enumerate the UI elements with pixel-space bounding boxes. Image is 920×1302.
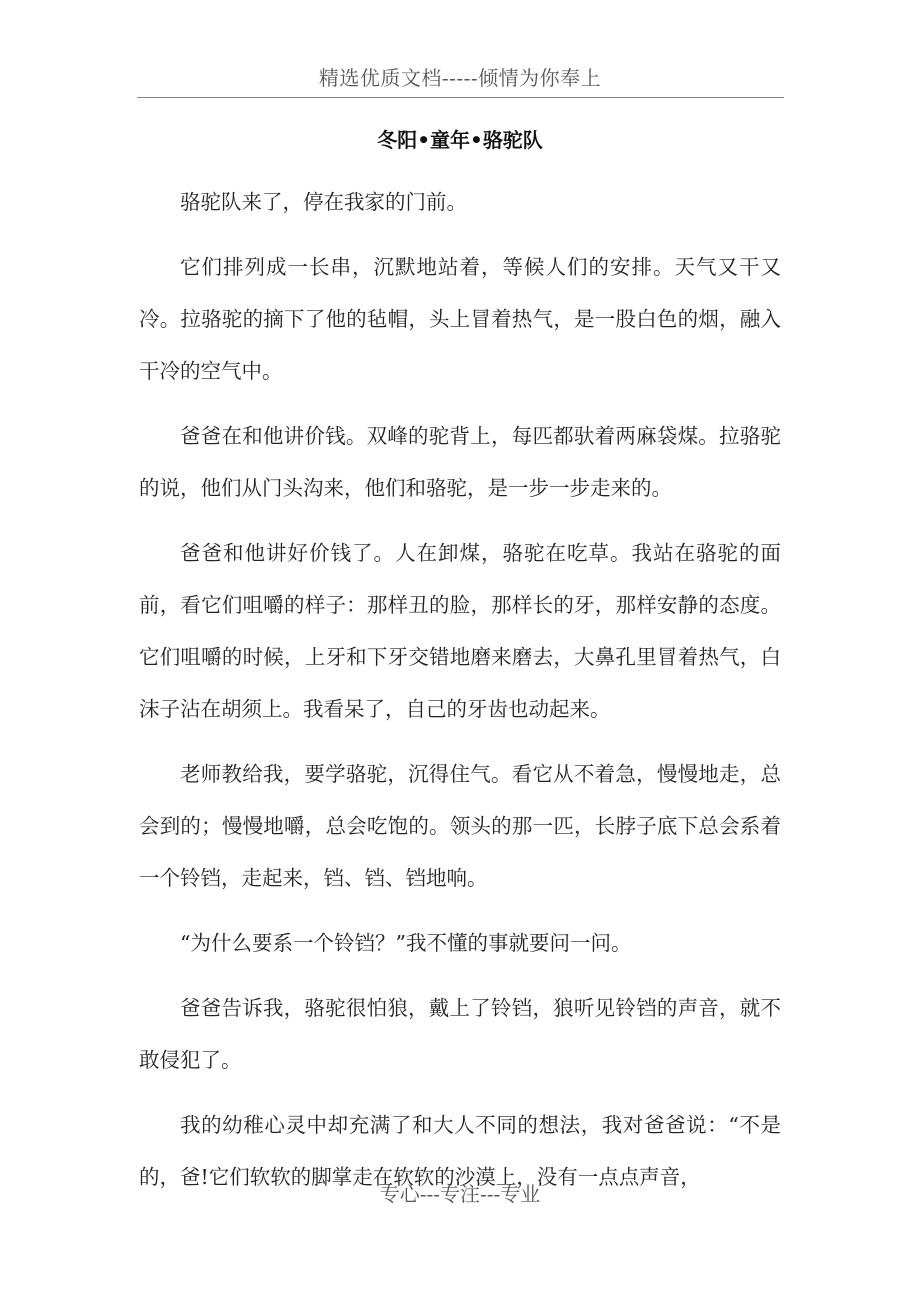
header-divider bbox=[137, 97, 784, 98]
article-title: 冬阳•童年•骆驼队 bbox=[377, 128, 543, 152]
page-header: 精选优质文档-----倾情为你奉上 bbox=[318, 66, 602, 90]
paragraph: 骆驼队来了，停在我家的门前。 bbox=[180, 190, 467, 214]
paragraph: 它们排列成一长串，沉默地站着，等候人们的安排。天气又干又冷。拉骆驼的摘下了他的毡帽，头上冒着热气，是一股白色的烟，融入干冷的空气中。 bbox=[139, 255, 781, 383]
paragraph: 老师教给我，要学骆驼，沉得住气。看它从不着急，慢慢地走，总会到的；慢慢地嚼，总会吃饱的。领头的那一匹，长脖子底下总会系着一个铃铛，走起来，铛、铛、铛地响。 bbox=[139, 762, 781, 890]
paragraph: “为什么要系一个铃铛？”我不懂的事就要问一问。 bbox=[180, 931, 632, 955]
page-footer: 专心---专注---专业 bbox=[379, 1182, 541, 1206]
paragraph: 爸爸在和他讲价钱。双峰的驼背上，每匹都驮着两麻袋煤。拉骆驼的说，他们从门头沟来，他们和骆驼，是一步一步走来的。 bbox=[139, 424, 781, 500]
article-body bbox=[139, 176, 781, 1216]
paragraph: 我的幼稚心灵中却充满了和大人不同的想法，我对爸爸说：“不是的，爸!它们软软的脚掌走在软软的沙漠上，没有一点点声音， bbox=[139, 1113, 781, 1189]
paragraph: 爸爸和他讲好价钱了。人在卸煤，骆驼在吃草。我站在骆驼的面前，看它们咀嚼的样子：那样丑的脸，那样长的牙，那样安静的态度。它们咀嚼的时候，上牙和下牙交错地磨来磨去，大鼻孔里冒着热气，白沫子沾在胡须上。我看呆了，自己的牙齿也动起来。 bbox=[139, 541, 781, 721]
paragraph: 爸爸告诉我，骆驼很怕狼，戴上了铃铛，狼听见铃铛的声音，就不敢侵犯了。 bbox=[139, 996, 781, 1072]
